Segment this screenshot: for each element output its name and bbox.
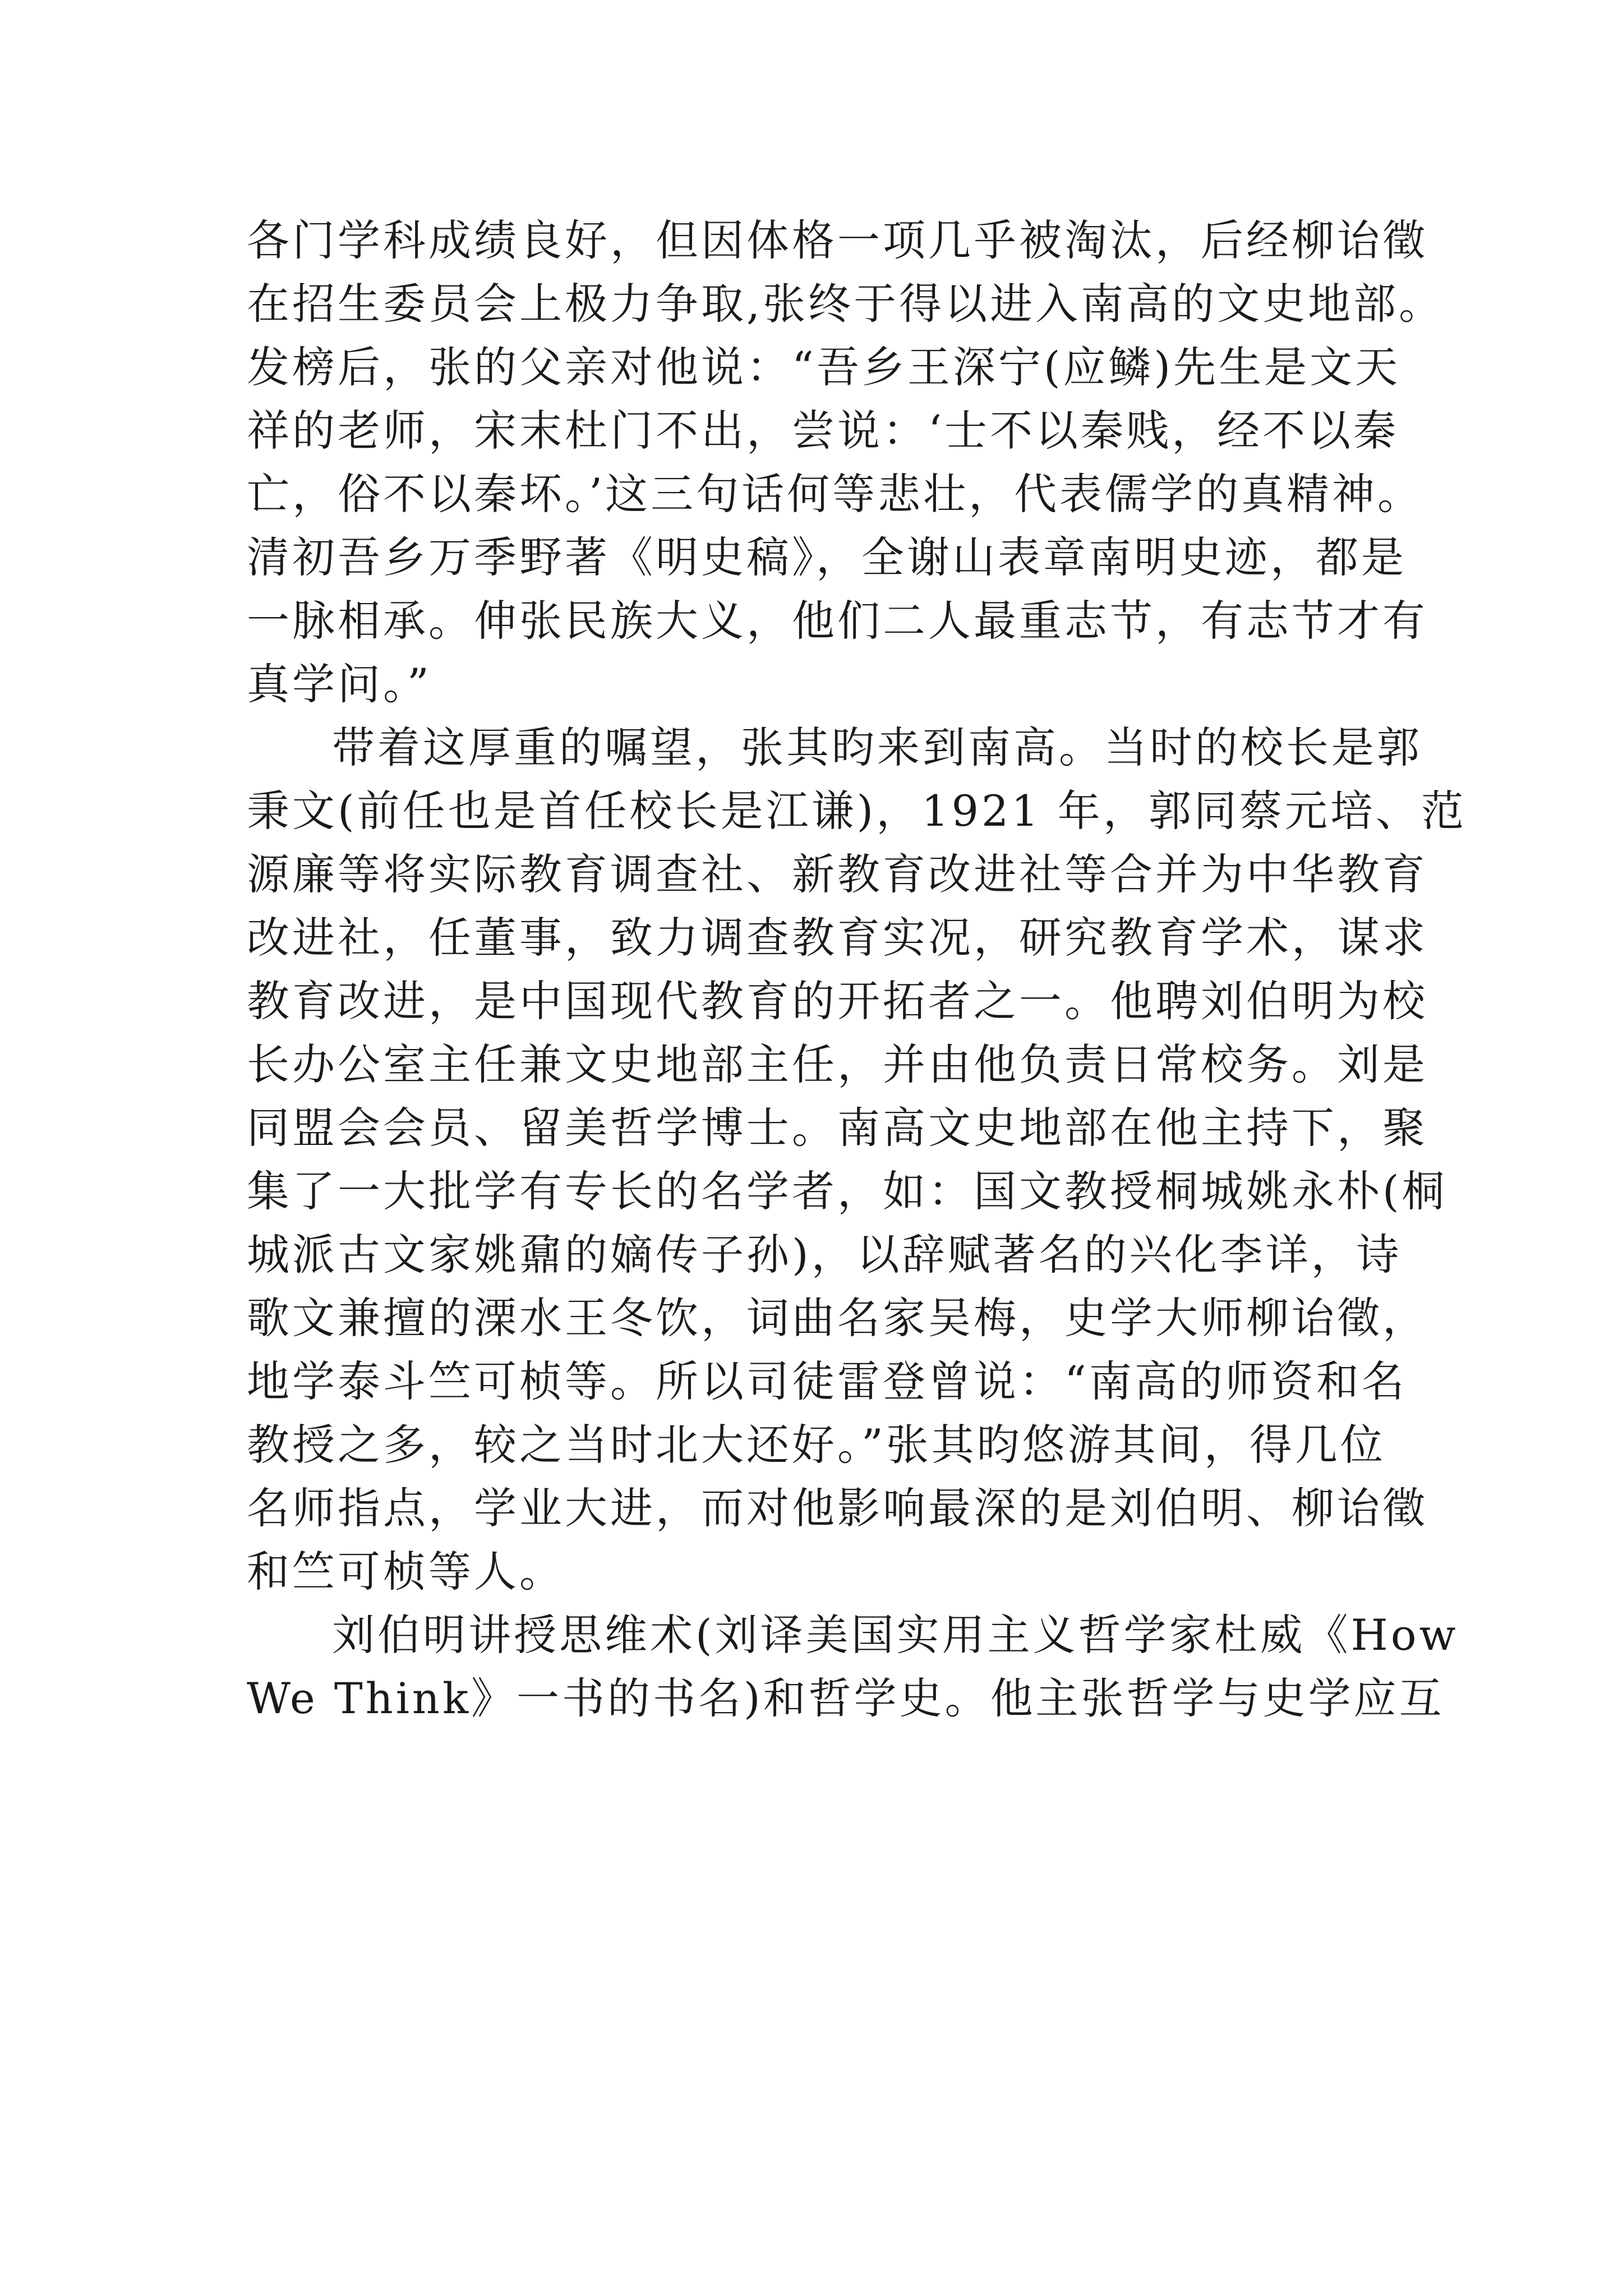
text-line: 长办公室主任兼文史地部主任，并由他负责日常校务。刘是 [247,1039,1428,1089]
body-text [247,209,1467,1730]
paragraph-first-line: 刘伯明讲授思维术(刘译美国实用主义哲学家杜威《How [332,1610,1459,1660]
text-line: 名师指点，学业大进，而对他影响最深的是刘伯明、柳诒徵 [247,1483,1428,1533]
text-line: 教育改进，是中国现代教育的开拓者之一。他聘刘伯明为校 [247,976,1428,1026]
text-line: 清初吾乡万季野著《明史稿》，全谢山表章南明史迹，都是 [247,532,1407,582]
text-line: 在招生委员会上极力争取,张终于得以进入南高的文史地部。 [247,279,1445,329]
text-line: 城派古文家姚鼐的嫡传子孙)，以辞赋著名的兴化李详，诗 [247,1230,1402,1280]
text-line: 各门学科成绩良好，但因体格一项几乎被淘汰，后经柳诒徵 [247,215,1428,265]
text-line: 源廉等将实际教育调查社、新教育改进社等合并为中华教育 [247,849,1428,899]
text-line: 歌文兼擅的溧水王冬饮，词曲名家吴梅，史学大师柳诒徵， [247,1293,1428,1343]
text-line: 集了一大批学有专长的名学者，如：国文教授桐城姚永朴(桐 [247,1166,1447,1216]
text-line: 一脉相承。伸张民族大义，他们二人最重志节，有志节才有 [247,596,1428,646]
text-line: We Think》一书的书名)和哲学史。他主张哲学与史学应互 [247,1673,1445,1723]
text-line: 真学问。” [247,659,432,709]
text-line: 地学泰斗竺可桢等。所以司徒雷登曾说：“南高的师资和名 [247,1356,1407,1406]
text-line: 秉文(前任也是首任校长是江谦)，1921 年，郭同蔡元培、范 [247,786,1467,836]
paragraph-first-line: 带着这厚重的嘱望，张其昀来到南高。当时的校长是郭 [332,723,1422,772]
text-line: 亡，俗不以秦坏。’这三句话何等悲壮，代表儒学的真精神。 [247,469,1423,519]
text-line: 祥的老师，宋末杜门不出，尝说：‘士不以秦贱，经不以秦 [247,406,1399,455]
text-line: 改进社，任董事，致力调查教育实况，研究教育学术，谋求 [247,913,1428,963]
text-line: 教授之多，较之当时北大还好。”张其昀悠游其间，得几位 [247,1420,1386,1470]
text-line: 和竺可桢等人。 [247,1547,565,1596]
text-line: 同盟会会员、留美哲学博士。南高文史地部在他主持下，聚 [247,1103,1428,1153]
text-line: 发榜后，张的父亲对他说：“吾乡王深宁(应鳞)先生是文天 [247,342,1401,392]
